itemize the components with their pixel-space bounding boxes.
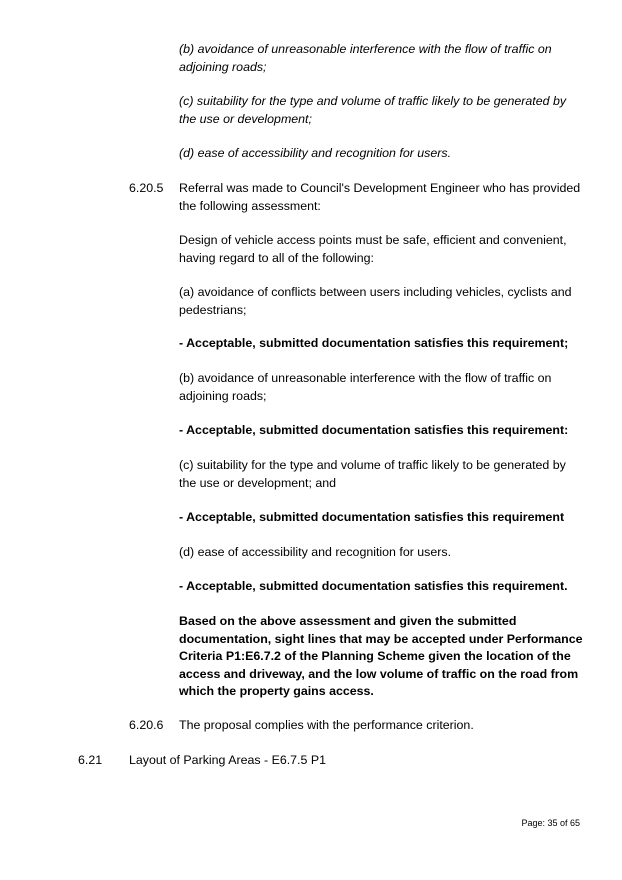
quoted-criterion-c: (c) suitability for the type and volume of traffic likely to be generated by the use or development;: [179, 94, 567, 126]
section-number-6-20-6: 6.20.6: [129, 718, 164, 732]
section-number-6-20-5: 6.20.5: [129, 181, 164, 195]
compliance-statement: The proposal complies with the performance criterion.: [179, 718, 474, 732]
assessment-conclusion: Based on the above assessment and given the submitted documentation, sight lines that may be accepted under Performance Criteria P1:E6.7.2 of the Planning Scheme given the location of the access and driveway, and the low volume of traffic on the road from which the property gains access.: [179, 614, 583, 698]
assessment-response-a: - Acceptable, submitted documentation satisfies this requirement;: [179, 336, 569, 350]
quoted-criterion-d: (d) ease of accessibility and recognition for users.: [179, 146, 452, 160]
assessment-response-d: - Acceptable, submitted documentation satisfies this requirement.: [179, 579, 568, 593]
quoted-criterion-b: (b) avoidance of unreasonable interference with the flow of traffic on adjoining roads;: [179, 42, 552, 74]
assessment-response-c: - Acceptable, submitted documentation satisfies this requirement: [179, 510, 565, 524]
section-number-6-21: 6.21: [78, 753, 103, 767]
section-heading-6-21: Layout of Parking Areas - E6.7.5 P1: [129, 753, 326, 767]
assessment-item-d: (d) ease of accessibility and recognition for users.: [179, 545, 452, 559]
assessment-item-c: (c) suitability for the type and volume of traffic likely to be generated by the use or development; and: [179, 458, 566, 490]
assessment-item-a: (a) avoidance of conflicts between users including vehicles, cyclists and pedestrians;: [179, 285, 572, 317]
assessment-item-b: (b) avoidance of unreasonable interference with the flow of traffic on adjoining roads;: [179, 371, 552, 403]
page-number: Page: 35 of 65: [521, 818, 580, 828]
design-requirement: Design of vehicle access points must be safe, efficient and convenient, having regard to all of the following:: [179, 233, 567, 265]
assessment-response-b: - Acceptable, submitted documentation satisfies this requirement:: [179, 423, 569, 437]
referral-intro: Referral was made to Council's Development Engineer who has provided the following assessment:: [179, 181, 581, 213]
